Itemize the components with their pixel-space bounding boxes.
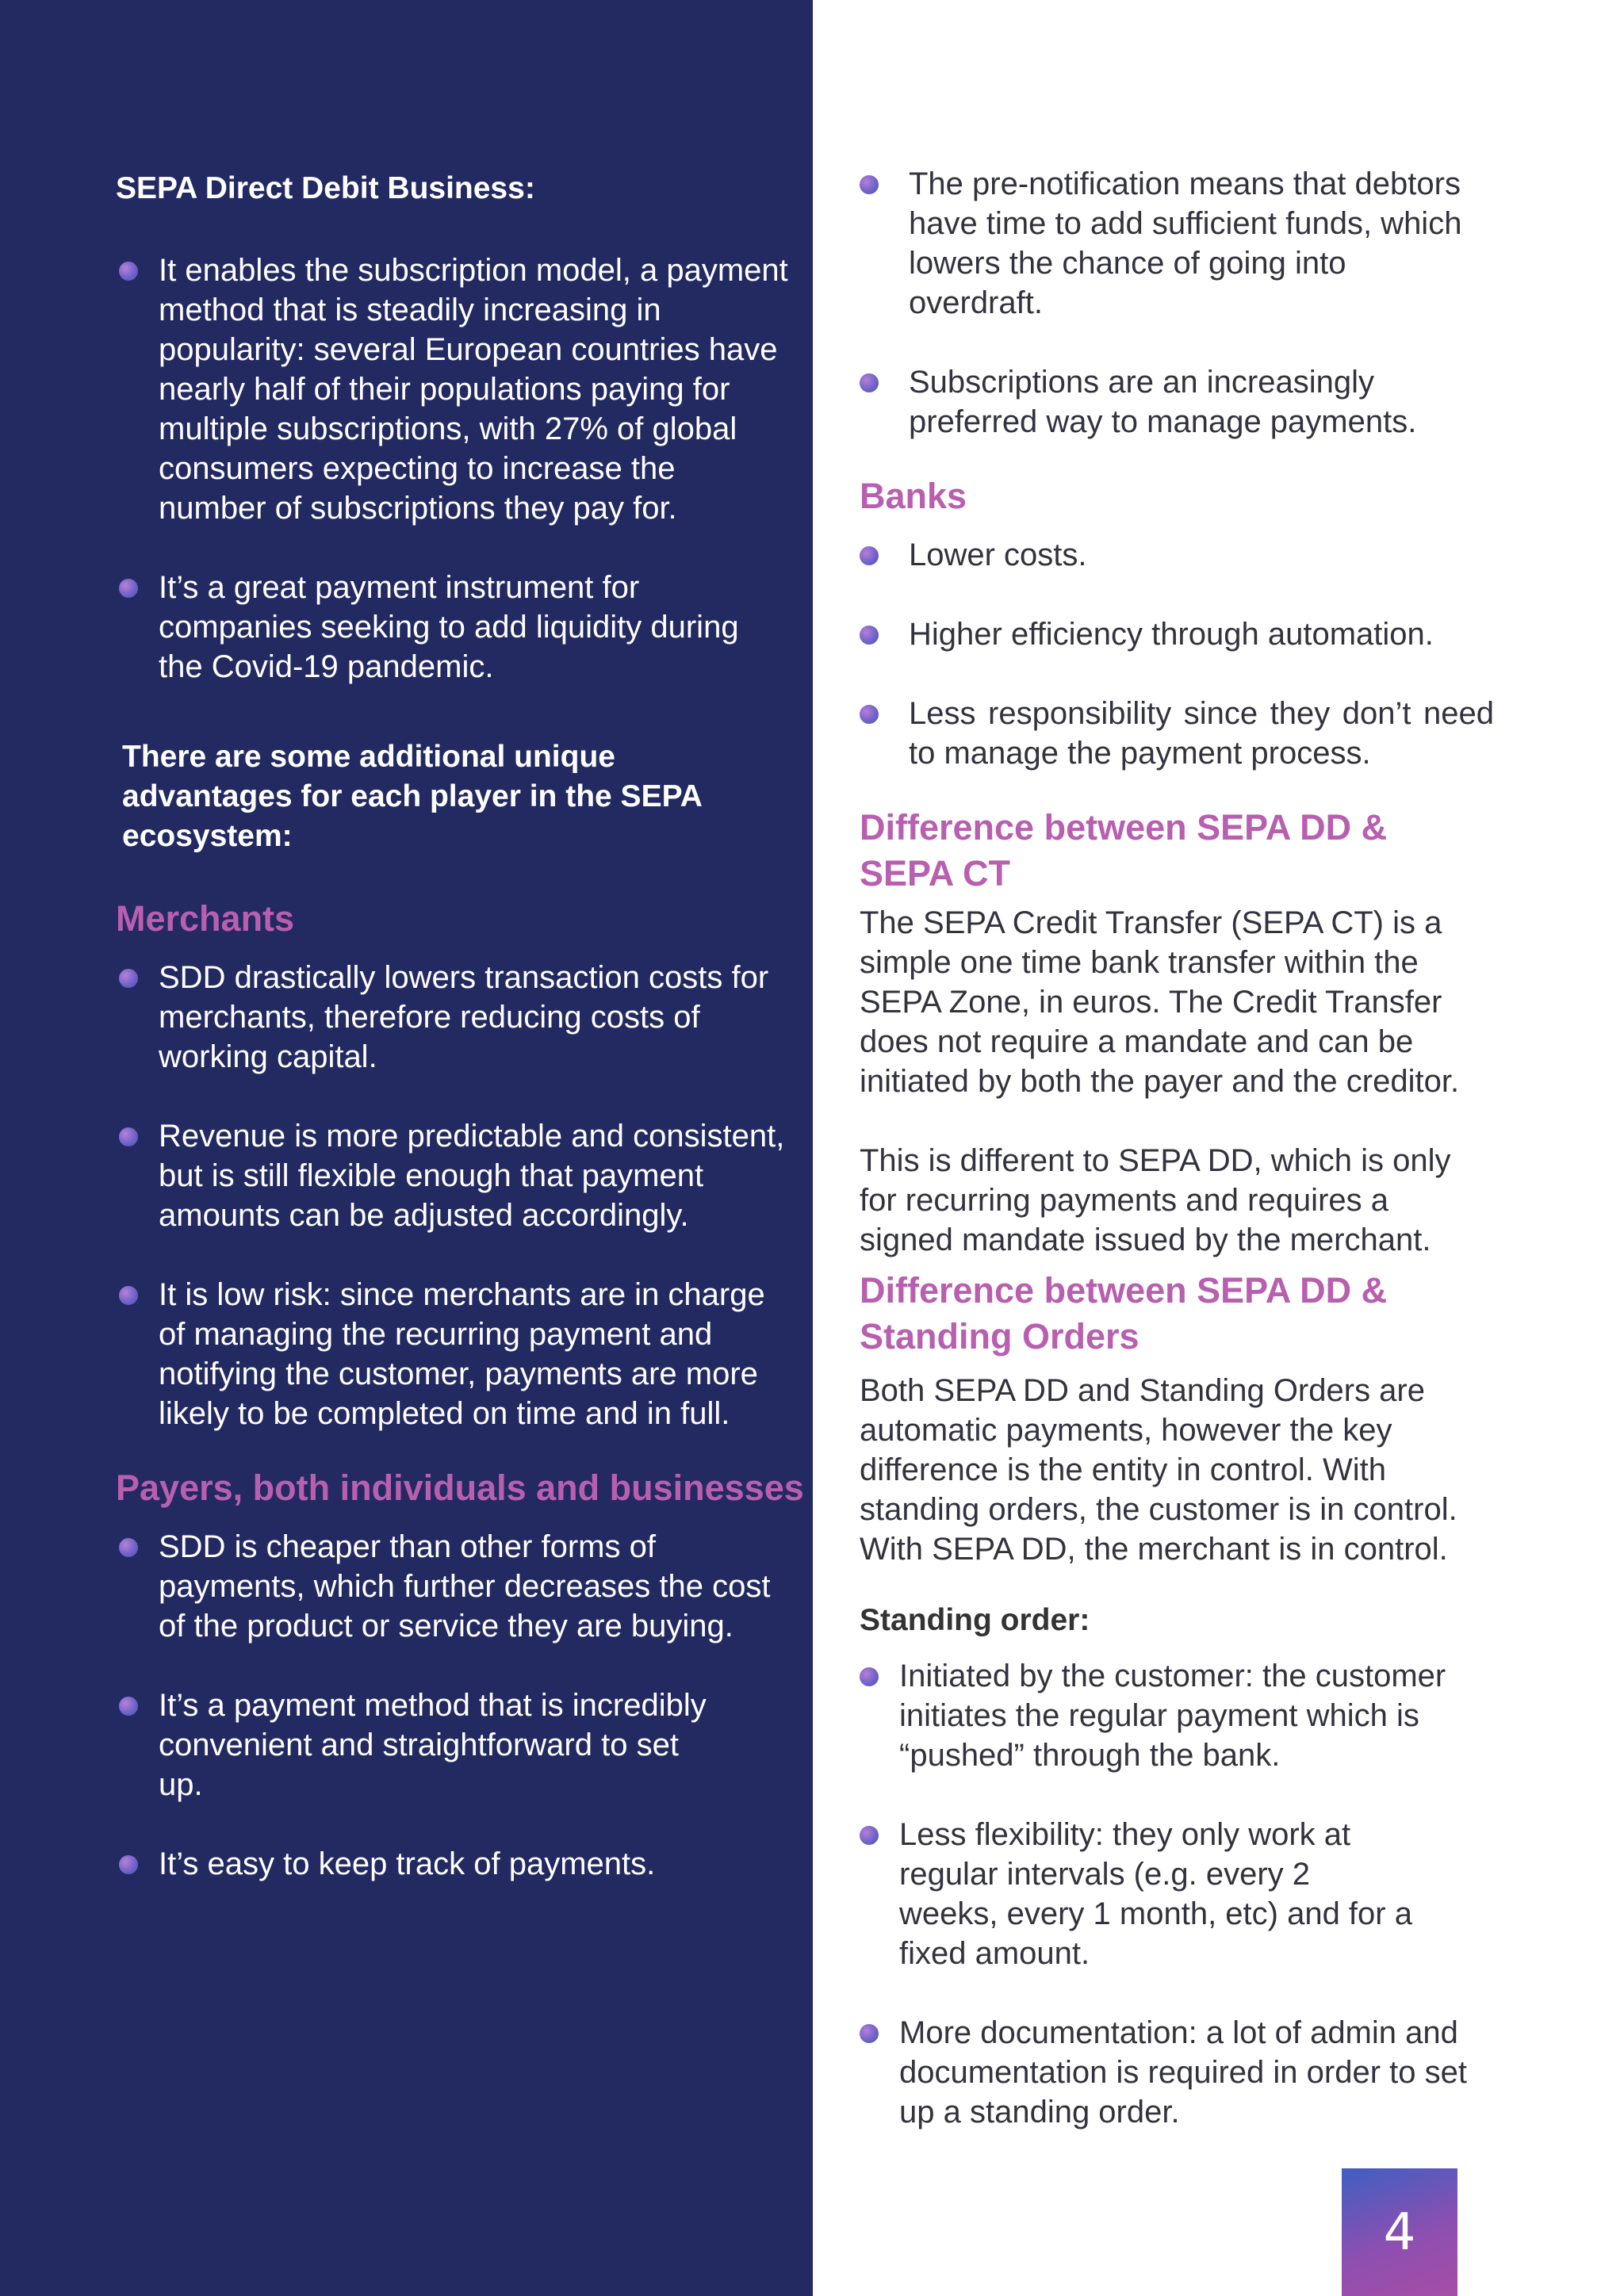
list-item-text: It enables the subscription model, a payment method that is steadily increasing in popularity: several European countries have nearly half of their populations paying for multiple subscriptions, with 27% of global consumers expecting to increase the number of subscriptions they pay for. [159,253,788,526]
merchants-heading: Merchants [116,898,295,939]
list-item [860,614,1494,654]
bullet-dot-icon [119,262,138,281]
bullet-dot-icon [119,1697,138,1716]
list-item [860,694,1494,773]
banks-list [860,535,1494,773]
left-column [116,169,804,1923]
sdd-business-title: SEPA Direct Debit Business: [116,171,535,205]
bullet-dot-icon [119,1855,138,1874]
banks-heading: Banks [860,476,967,516]
bullet-dot-icon [119,1127,138,1146]
bullet-dot-icon [119,969,138,988]
advantages-intro: There are some additional unique advantages for each player in the SEPA ecosystem: [122,740,702,853]
payers-list-continued [860,164,1462,442]
bullet-dot-icon [860,175,879,194]
bullet-dot-icon [119,1538,138,1557]
list-item [860,535,1494,575]
bullet-dot-icon [860,1826,879,1845]
bullet-dot-icon [860,626,879,645]
bullet-dot-icon [860,2024,879,2043]
bullet-dot-icon [119,1286,138,1305]
standing-order-list [860,1656,1494,2132]
list-item-text: Higher efficiency through automation. [909,617,1434,652]
list-item-text: Initiated by the customer: the customer initiates the regular payment which is “pushed” through the bank. [899,1659,1446,1773]
payers-list [116,1527,790,1884]
list-item [116,1116,790,1235]
list-item-text: SDD is cheaper than other forms of payments, which further decreases the cost of the product or service they are buying. [159,1529,771,1644]
right-column [860,164,1494,2172]
list-item [860,1656,1494,1775]
sepa-ct-heading: Difference between SEPA DD & SEPA CT [860,807,1388,894]
list-item-text: The pre-notification means that debtors have time to add sufficient funds, which lowers the chance of going into overdraft. [909,166,1462,320]
list-item-text: Lower costs. [909,538,1087,572]
standing-orders-heading: Difference between SEPA DD & Standing Orders [860,1270,1388,1357]
list-item-text: It is low risk: since merchants are in charge of managing the recurring payment and notifying the customer, payments are more likely to be completed on time and in full. [159,1277,765,1431]
sepa-ct-paragraph-1: The SEPA Credit Transfer (SEPA CT) is a simple one time bank transfer within the SEPA Zone, in euros. The Credit Transfer does not require a mandate and can be initiated by both the payer and the creditor. [860,905,1460,1099]
page-number: 4 [1383,2202,1416,2262]
list-item-text: Less flexibility: they only work at regular intervals (e.g. every 2 weeks, every 1 month, etc) and for a fixed amount. [899,1817,1412,1971]
list-item [116,958,790,1077]
list-item-text: SDD drastically lowers transaction costs for merchants, therefore reducing costs of working capital. [159,960,769,1074]
list-item [116,1844,790,1884]
list-item [116,1275,790,1433]
list-item [860,362,1462,442]
bullet-dot-icon [860,705,879,724]
list-item [860,1815,1494,1973]
payers-heading: Payers, both individuals and businesses [116,1468,804,1508]
page-number-badge [1342,2168,1457,2296]
sdd-business-list [116,251,790,687]
bullet-dot-icon [119,579,138,598]
list-item-text: It’s a payment method that is incredibly convenient and straightforward to set up. [159,1688,707,1802]
bullet-dot-icon [860,373,879,392]
list-item [860,2013,1494,2132]
bullet-dot-icon [860,1667,879,1686]
list-item [116,1686,790,1804]
standing-order-subheading: Standing order: [860,1603,1090,1637]
list-item-text: Subscriptions are an increasingly preferred way to manage payments. [909,365,1417,439]
list-item-text: It’s a great payment instrument for companies seeking to add liquidity during the Covid-19 pandemic. [159,570,739,684]
list-item [116,1527,790,1646]
list-item [116,568,790,687]
list-item [860,164,1462,323]
list-item-text: It’s easy to keep track of payments. [159,1846,656,1881]
standing-orders-paragraph: Both SEPA DD and Standing Orders are automatic payments, however the key difference is the entity in control. With standing orders, the customer is in control. With SEPA DD, the merchant is in control. [860,1373,1457,1567]
list-item-text: Revenue is more predictable and consistent, but is still flexible enough that payment amounts can be adjusted accordingly. [159,1119,785,1233]
sepa-ct-paragraph-2: This is different to SEPA DD, which is only for recurring payments and requires a signed mandate issued by the merchant. [860,1143,1451,1257]
bullet-dot-icon [860,546,879,565]
merchants-list [116,958,790,1433]
list-item-text: Less responsibility since they don’t need to manage the payment process. [909,696,1494,771]
list-item [116,251,790,528]
list-item-text: More documentation: a lot of admin and documentation is required in order to set up a standing order. [899,2015,1467,2130]
